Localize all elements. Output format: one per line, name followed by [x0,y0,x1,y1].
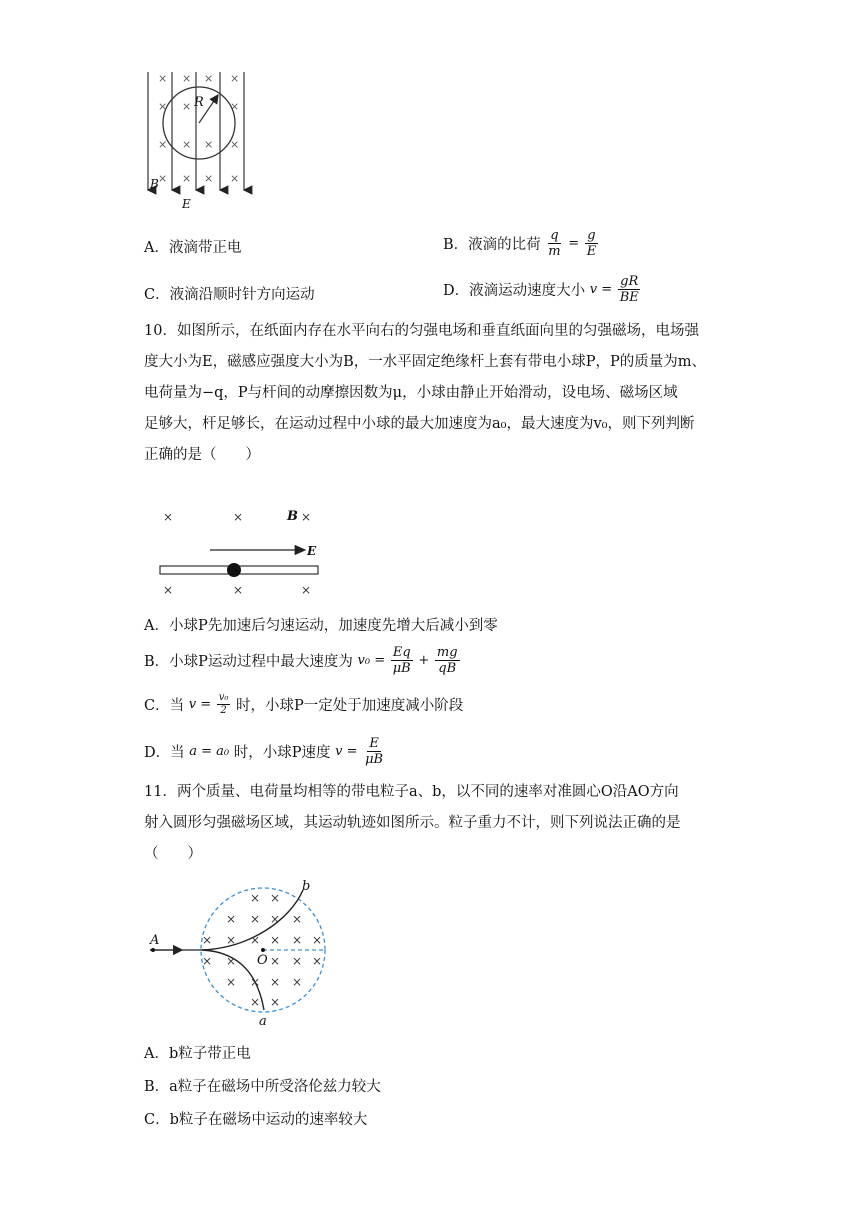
svg-text:×: × [292,975,303,989]
svg-text:×: × [270,995,281,1009]
label-a: a [259,1014,267,1029]
svg-text:×: × [270,975,281,989]
q10-option-d: D．当 a = a₀ 时，小球P速度 v = $\frac{E}{\mu B}$ [144,736,384,767]
label-E: E [307,544,317,558]
svg-text:×: × [270,933,281,947]
q11-option-a: A．b粒子带正电 [144,1046,251,1062]
svg-text:×: × [250,891,261,905]
label-E: E [182,197,191,211]
svg-text:×: × [182,100,192,113]
svg-text:×: × [158,100,168,113]
label-O: O [257,953,268,968]
svg-text:×: × [250,933,261,947]
svg-text:×: × [312,954,323,968]
figure-rod-ball [155,500,330,600]
svg-text:×: × [270,891,281,905]
q9-option-b: B．液滴的比荷 $\frac{q}{m}$ = $\frac{g}{E}$ [443,228,597,259]
svg-text:×: × [204,172,214,185]
label-R: R [194,95,204,110]
q10-stem: 10．如图所示，在纸面内存在水平向右的匀强电场和垂直纸面向里的匀强磁场，电场强 度大小为E，磁感应强度大小为B，一水平固定绝缘杆上套有带电小球P，P的质量为m、 电荷量为−q，P与杆间的动摩擦因数为μ，小球由静止开始滑动，设电场、磁场区域 足够大，杆足够长，在运动过程中小球的最大加速度为a₀，最大速度为v₀，则下列判断 正确的是（ ） [144,323,706,463]
svg-text:×: × [250,912,261,926]
figure-circular-field [138,70,258,215]
svg-text:×: × [163,510,174,524]
q11-stem: 11．两个质量、电荷量均相等的带电粒子a、b，以不同的速率对准圆心O沿AO方向 射入圆形匀强磁场区域，其运动轨迹如图所示。粒子重力不计，则下列说法正确的是 （ ） [144,784,681,862]
q10-option-c: C．当 v = $\frac{\text{v₀}}{2}$ 时，小球P一定处于加速度减小阶段 [144,692,464,716]
svg-text:×: × [233,510,244,524]
svg-text:×: × [292,954,303,968]
svg-text:×: × [250,995,261,1009]
svg-text:×: × [226,954,237,968]
label-B: B [150,177,159,191]
svg-text:×: × [182,72,192,85]
svg-text:×: × [202,954,213,968]
svg-text:×: × [270,912,281,926]
svg-text:×: × [312,933,323,947]
svg-text:×: × [204,72,214,85]
svg-text:×: × [230,138,240,151]
q11-option-c: C．b粒子在磁场中运动的速率较大 [144,1112,368,1128]
svg-text:×: × [230,72,240,85]
svg-text:×: × [182,172,192,185]
svg-text:×: × [270,954,281,968]
svg-text:×: × [163,583,174,597]
svg-text:×: × [158,72,168,85]
label-b: b [302,880,311,894]
svg-text:×: × [202,933,213,947]
label-A: A [150,933,160,948]
svg-text:×: × [301,510,312,524]
figure-circle-region [140,880,340,1030]
q9-option-d: D．液滴运动速度大小 v = $\frac{gR}{BE}$ [443,274,639,305]
q9-option-a: A．液滴带正电 [144,240,242,256]
svg-text:×: × [226,933,237,947]
svg-text:×: × [226,975,237,989]
svg-text:×: × [230,172,240,185]
svg-text:×: × [204,138,214,151]
svg-text:×: × [230,100,240,113]
svg-text:×: × [182,138,192,151]
label-B: B [287,509,298,524]
q10-option-b: B．小球P运动过程中最大速度为 v₀ = $\frac{Eq}{\mu B}$ + $\frac{mg}{qB}$ [144,645,458,676]
svg-text:×: × [226,912,237,926]
svg-text:×: × [292,933,303,947]
svg-text:×: × [301,583,312,597]
svg-text:×: × [233,583,244,597]
svg-text:×: × [158,172,168,185]
q10-option-a: A．小球P先加速后匀速运动，加速度先增大后减小到零 [144,618,498,634]
q9-option-c: C．液滴沿顺时针方向运动 [144,287,315,303]
svg-text:×: × [250,975,261,989]
svg-text:×: × [292,912,303,926]
q11-option-b: B．a粒子在磁场中所受洛伦兹力较大 [144,1079,381,1095]
svg-text:×: × [158,138,168,151]
